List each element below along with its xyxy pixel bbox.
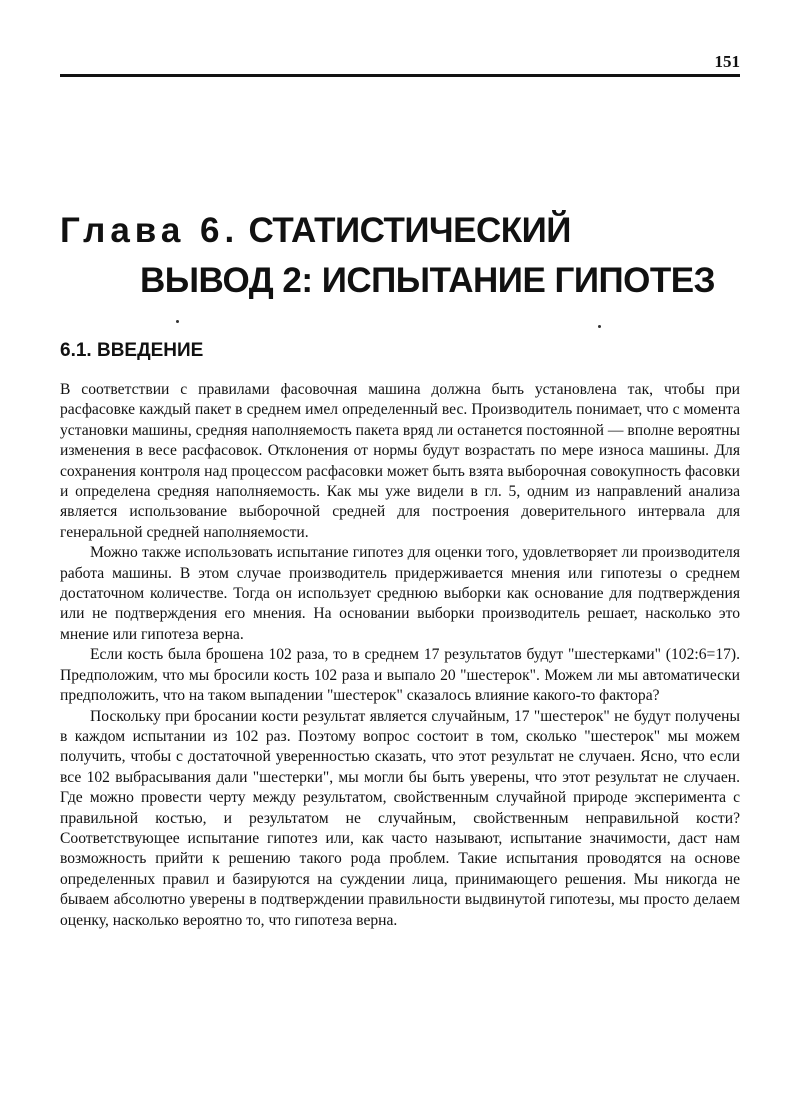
header-rule bbox=[60, 74, 740, 77]
chapter-prefix: Глава 6. bbox=[60, 211, 240, 250]
scan-speck bbox=[598, 325, 601, 328]
paragraph: Можно также использовать испытание гипотез для оценки того, удовлетворяет ли производителя работа машины. В этом случае производитель придерживается мнения или гипотезы о среднем достаточном количестве. Тогда он использует среднюю выборки как основание для подтверждения или не подтверждения его мнения. На основании выборки производитель решает, насколько это мнение или гипотеза верна. bbox=[60, 544, 740, 643]
scan-speck bbox=[176, 320, 179, 323]
paragraph: Если кость была брошена 102 раза, то в среднем 17 результатов будут "шестерками" (102:6=17). Предположим, что мы бросили кость 102 раза и выпало 20 "шестерок". Можем ли мы автоматически предположить, что на таком выпадении "шестерок" сказалось влияние какого-то фактора? bbox=[60, 646, 740, 705]
section-heading: 6.1. ВВЕДЕНИЕ bbox=[60, 340, 204, 361]
paragraph: Поскольку при бросании кости результат является случайным, 17 "шестерок" не будут получены в каждом испытании из 102 раз. Поэтому вопрос состоит в том, сколько "шестерок" мы можем получить, чтобы с достаточной уверенностью сказать, что этот результат не случаен. Ясно, что если все 102 выбрасывания дали "шестерки", мы могли бы быть уверены, что этот результат не случаен. Где можно провести черту между результатом, свойственным случайной природе эксперимента с правильной костью, и результатом не случайным, свойственным неправильной кости? Соответствующее испытание гипотез или, как часто называют, испытание значимости, даст нам возможность прийти к решению такого рода проблем. Такие испытания проводятся на основе определенных правил и базируются на суждении лица, принимающего решения. Мы никогда не бываем абсолютно уверены в подтверждении правильности выдвинутой гипотезы, мы просто делаем оценку, насколько вероятно то, что гипотеза верна. bbox=[60, 707, 740, 929]
body-text bbox=[60, 380, 740, 931]
page-number: 151 bbox=[714, 52, 740, 71]
chapter-title bbox=[60, 206, 750, 306]
paragraph: В соответствии с правилами фасовочная машина должна быть установлена так, чтобы при расфасовке каждый пакет в среднем имел определенный вес. Производитель понимает, что с момента установки машины, средняя наполняемость пакета вряд ли останется постоянной — вполне вероятны изменения в весе расфасовок. Отклонения от нормы будут возрастать по мере износа машины. Для сохранения контроля над процессом расфасовки может быть взята выборочная совокупность фасовки и определена средняя наполняемость. Как мы уже видели в гл. 5, одним из направлений анализа является использование выборочной средней для построения доверительного интервала для генеральной средней наполняемости. bbox=[60, 381, 740, 541]
chapter-title-line2: ВЫВОД 2: ИСПЫТАНИЕ ГИПОТЕЗ bbox=[140, 261, 716, 300]
chapter-title-line1: СТАТИСТИЧЕСКИЙ bbox=[248, 211, 571, 250]
